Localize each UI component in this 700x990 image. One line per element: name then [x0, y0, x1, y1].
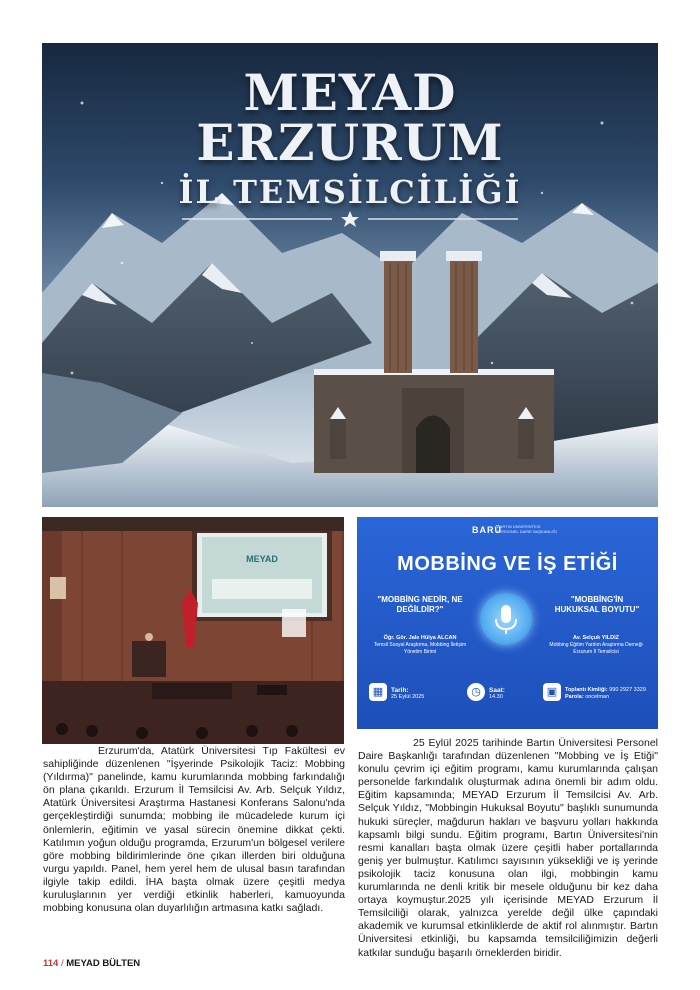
speaker-right-name: Av. Selçuk YILDIZ: [572, 635, 620, 641]
article-left-paragraph: Erzurum'da, Atatürk Üniversitesi Tıp Fakültesi ev sahipliğinde düzenlenen "İşyerinde Psikolojik Taciz: Mobbing (Yıldırma)" panelinde, kamu kurumlarında mobbing farkındalığı ön plana çıkarıldı. Erzurum İl Temsilcisi Av. Arb. Selçuk Yıldız, Atatürk Üniversitesi Araştırma Hastanesi Konferans Salonu'nda gerçekleştirdiği sunumda; mobbing ile mücadelede kurum içi önlemlerin, eğitimin ve yasal sürecin önemine dikkat çekti. Katılımın yoğun olduğu programda, Erzurum'un bölgesel verilere göre mobbing bildirimlerinde öne çıkan illerden biri olduğuna vurgu yapıldı. Panel, hem yerel hem de ulusal basın tarafından ilgiyle takip edildi. İHA başta olmak üzere çeşitli medya kuruluşlarının yer verdiği etkinlik haberleri, kamuoyunda mobbing konusuna olan duyarlılığın artmasına katkı sağladı.: [43, 745, 345, 915]
poster-info-bar: [357, 675, 658, 729]
poster-question-left: "MOBBİNG NEDİR, NE DEĞİLDİR?": [377, 595, 463, 614]
publication-name: MEYAD BÜLTEN: [66, 958, 141, 969]
article-left-column: [43, 745, 345, 915]
hero-title-temsilcilik: İL TEMSİLCİLİĞİ: [178, 173, 522, 211]
speaker-right: [541, 635, 651, 656]
hero-title-erzurum: ERZURUM: [196, 113, 504, 172]
article-right-paragraph: 25 Eylül 2025 tarihinde Bartın Üniversitesi Personel Daire Başkanlığı tarafından düzenlenen "Mobbing ve İş Etiği" konulu çevrim içi eğitim programı, kamu kurumlarında çalışan personelde farkındalık oluşturmak adına önemli bir adım oldu. Eğitim kapsamında; MEYAD Erzurum İl Temsilcisi Av. Arb. Selçuk Yıldız, "Mobbingin Hukuksal Boyutu" başlıklı sunumunda hukuki süreçler, mağdurun hakları ve başvuru yolları hakkında kapsamlı bilgi sundu. Eğitim programı, Bartın Üniversitesi'nin resmi kanalları başta olmak üzere çeşitli haber portallarında geniş yer bulmuştur. Katılımcı sayısının yüksekliği ve iş yerinde psikolojik taciz konusuna olan ilgi, mobbingin kamu kurumlarında ne denli kritik bir mesele olduğunu bir kez daha ortaya koymuştur.2025 yılı içerisinde MEYAD Erzurum İl Temsilciliği olarak, yalnızca yerelde değil ülke çapındaki akademik ve kurumsal etkinliklerde de aktif rol alınmıştır. Bartın Üniversitesi etkinliği, bu kapsamda temsilciliğimizin değerli katkılar sunduğu başarılı örneklerden biridir.: [358, 737, 658, 959]
poster-date: Tarih: 25 Eylül 2025: [391, 687, 425, 700]
hero-title-meyad: MEYAD: [243, 63, 457, 122]
calendar-icon: ▦: [369, 683, 387, 701]
poster-question-right: "MOBBİNG'İN HUKUKSAL BOYUTU": [554, 595, 640, 614]
poster-meeting: Toplantı Kimliği: 990 2927 3329 Parola: oncelman: [565, 687, 646, 700]
conference-hall-illustration: [42, 517, 344, 744]
page-footer: [43, 958, 140, 969]
speaker-right-role: Mobbing Eğitim Yardım Araştırma Derneği Erzurum İl Temsilcisi: [549, 642, 643, 655]
clock-icon: ◷: [467, 683, 485, 701]
poster-title: MOBBİNG VE İŞ ETİĞİ: [397, 553, 618, 575]
article-right-column: [358, 737, 658, 960]
speaker-left: [365, 635, 475, 656]
speaker-left-role: Temsil Sosyal Araştırma, Mobbing İletişim Yönetim Birimi: [373, 642, 467, 655]
meeting-icon: ▣: [543, 683, 561, 701]
footer-separator: /: [60, 958, 64, 969]
conference-photo: [42, 517, 344, 744]
microphone-icon: [480, 593, 532, 645]
event-poster: [357, 517, 658, 729]
poster-brand: BARÜ: [472, 525, 502, 535]
speaker-left-name: Öğr. Gör. Jale Hülya ALCAN: [383, 635, 457, 641]
screen-logo-text: MEYAD: [246, 554, 278, 564]
poster-time: Saat: 14.30: [489, 687, 505, 700]
poster-brand-sub: BARTIN ÜNİVERSİTESİ PERSONEL DAİRE BAŞKANLIĞI: [497, 524, 557, 534]
hero-banner: [42, 43, 658, 507]
page-number: 114: [43, 958, 59, 969]
